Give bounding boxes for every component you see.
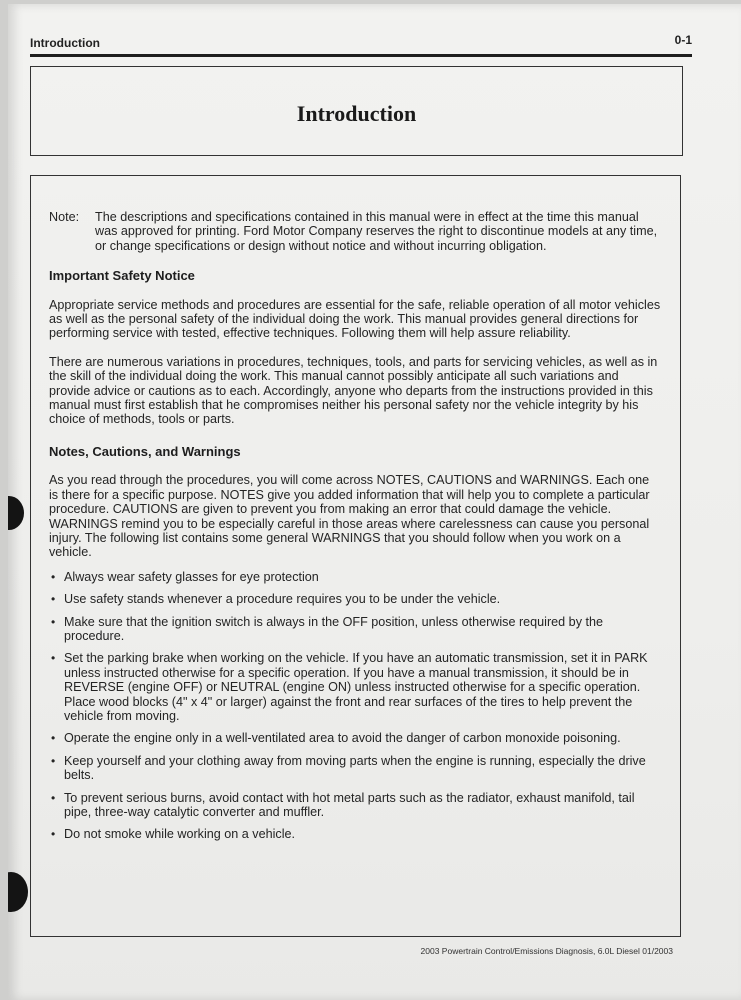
bullet-icon: • xyxy=(51,569,56,584)
list-item-text: Operate the engine only in a well-ventilated area to avoid the danger of carbon monoxide poisoning. xyxy=(64,731,621,746)
binder-hole xyxy=(0,496,24,530)
page-footer: 2003 Powertrain Control/Emissions Diagnosis, 6.0L Diesel 01/2003 xyxy=(420,946,673,956)
bullet-icon: • xyxy=(51,592,56,607)
manual-page xyxy=(8,4,741,1000)
list-item-text: To prevent serious burns, avoid contact with hot metal parts such as the radiator, exhaust manifold, tail pipe, three-way catalytic converter and muffler. xyxy=(64,790,635,819)
list-item-text: Do not smoke while working on a vehicle. xyxy=(64,827,295,842)
running-header xyxy=(30,33,692,57)
list-item xyxy=(49,731,661,745)
list-item-text: Set the parking brake when working on the vehicle. If you have an automatic transmission, set it in PARK unless instructed otherwise for a specific operation. If you have a manual transmission, it should be in REVERSE (engine OFF) or NEUTRAL (engine ON) unless instructed otherwise for a specific operation. Place wood blocks (4" x 4" or larger) against the front and rear surfaces of the tires to help prevent the vehicle from moving. xyxy=(64,651,648,723)
bullet-icon: • xyxy=(51,753,56,768)
content-body xyxy=(49,210,661,850)
note-label: Note: xyxy=(49,210,80,224)
list-item-text: Keep yourself and your clothing away from moving parts when the engine is running, especially the drive belts. xyxy=(64,753,646,783)
list-item-text: Use safety stands whenever a procedure requires you to be under the vehicle. xyxy=(64,592,501,607)
bullet-icon: • xyxy=(51,827,56,842)
list-item xyxy=(49,570,661,584)
safety-heading: Important Safety Notice xyxy=(49,268,195,284)
binder-hole xyxy=(0,872,28,912)
list-item xyxy=(49,754,661,783)
warnings-heading: Notes, Cautions, and Warnings xyxy=(49,443,241,459)
safety-paragraph: There are numerous variations in procedures, techniques, tools, and parts for servicing vehicles, as well as in the skill of the individual doing the work. This manual cannot possibly anticipate all such variations and provide advice or cautions as to each. Accordingly, anyone who departs from the instructions provided in this manual must first establish that he compromises neither his personal safety nor the vehicle integrity by his choice of methods, tools or parts. xyxy=(49,354,658,427)
list-item xyxy=(49,651,661,723)
bullet-icon: • xyxy=(51,651,56,666)
safety-paragraph: Appropriate service methods and procedures are essential for the safe, reliable operation of all motor vehicles as well as the personal safety of the individual doing the work. This manual provides general directions for performing service with tested, effective techniques. Following them will help assure reliability. xyxy=(49,297,661,341)
bullet-icon: • xyxy=(51,731,56,746)
title-box xyxy=(30,66,683,156)
list-item-text: Make sure that the ignition switch is always in the OFF position, unless otherwise required by the procedure. xyxy=(64,614,603,643)
note-block xyxy=(49,210,661,253)
list-item xyxy=(49,592,661,606)
list-item-text: Always wear safety glasses for eye protection xyxy=(64,569,319,584)
page-title: Introduction xyxy=(296,101,417,126)
bullet-icon: • xyxy=(51,790,56,805)
list-item xyxy=(49,827,661,841)
warnings-list xyxy=(49,570,661,842)
note-text: The descriptions and specifications contained in this manual were in effect at the time this manual was approved for printing. Ford Motor Company reserves the right to discontinue models at any time, or change specifications or design without notice and without incurring obligation. xyxy=(95,210,658,253)
header-section-label: Introduction xyxy=(30,36,100,50)
bullet-icon: • xyxy=(51,614,56,629)
list-item xyxy=(49,791,661,820)
warnings-intro: As you read through the procedures, you will come across NOTES, CAUTIONS and WARNINGS. Each one is there for a specific purpose. NOTES give you added information that will help you to complete a particular procedure. CAUTIONS are given to prevent you from making an error that could damage the vehicle. WARNINGS remind you to be especially careful in those areas where carelessness can cause you personal injury. The following list contains some general WARNINGS that you should follow when you work on a vehicle. xyxy=(49,473,650,560)
page-number: 0-1 xyxy=(674,33,692,47)
content-box xyxy=(30,175,681,937)
list-item xyxy=(49,615,661,644)
